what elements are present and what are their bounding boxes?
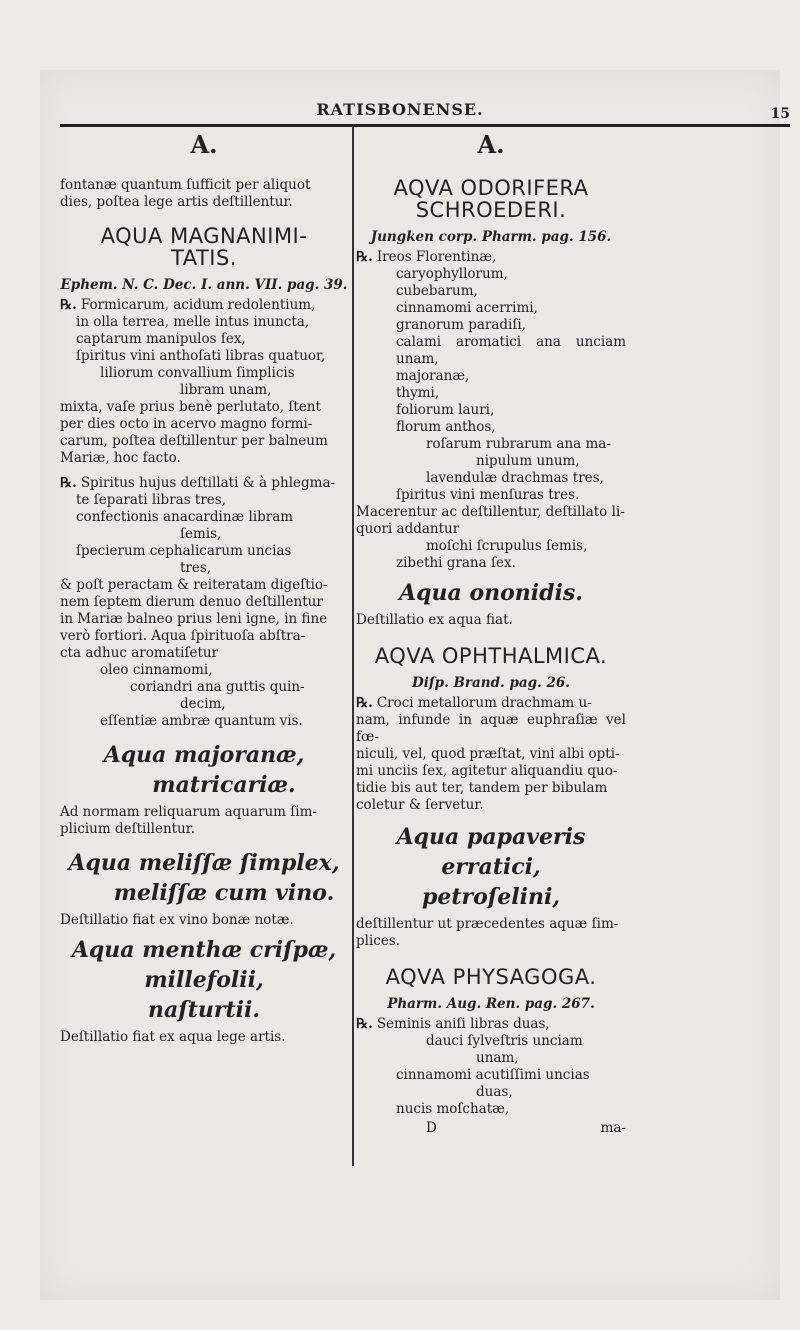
text-line: Ad normam reliquarum aquarum ſim- [60, 804, 317, 820]
title-line: SCHROEDERI. [415, 198, 567, 222]
recipe-line: cinnamomi acerrimi, [396, 300, 538, 316]
recipe-symbol: ℞. [356, 695, 373, 711]
title-line: matricariæ. [152, 772, 296, 798]
title-line: TATIS. [171, 246, 237, 270]
recipe-line: caryophyllorum, [396, 266, 508, 282]
recipe-line: carum, poſtea deſtillentur per balneum [60, 433, 328, 449]
entry-title [60, 935, 348, 1025]
header-rule [60, 124, 790, 127]
recipe-line: calami aromatici ana unciam unam, [396, 334, 626, 367]
source-reference: Jungken corp. Pharm. pag. 156. [370, 229, 612, 245]
section-letter: A. [190, 130, 218, 159]
recipe-line: roſarum rubrarum ana ma- [426, 436, 611, 452]
recipe-line: mi unciis ſex, agitetur aliquandiu quo- [356, 763, 618, 779]
recipe-line: in Mariæ balneo prius leni igne, in fine [60, 611, 328, 627]
recipe-line: Mariæ, hoc facto. [60, 450, 181, 466]
recipe-line: ſpiritus vini menſuras tres. [396, 487, 580, 503]
entry-title [60, 225, 348, 269]
source-reference: Ephem. N. C. Dec. I. ann. VII. pag. 39. [60, 277, 348, 293]
text-line: plicium deſtillentur. [60, 821, 196, 837]
recipe-symbol: ℞. [356, 249, 373, 265]
text-line: plices. [356, 933, 401, 949]
title-line: petroſelini, [422, 884, 560, 910]
recipe-line: oleo cinnamomi, [100, 662, 213, 678]
recipe-line: granorum paradiſi, [396, 317, 526, 333]
recipe-line: captarum manipulos ſex, [76, 331, 246, 347]
recipe-line: tres, [180, 560, 212, 576]
recipe-line: decim, [180, 696, 226, 712]
recipe-line: foliorum lauri, [396, 402, 495, 418]
page-footer [356, 1120, 626, 1136]
recipe-text: Spiritus hujus deſtillati & à phlegma- [80, 475, 336, 491]
recipe-line: dauci ſylveſtris unciam [426, 1033, 583, 1049]
title-line: naſturtii. [148, 997, 260, 1023]
text-line: Deſtillatio fiat ex aqua lege artis. [60, 1029, 286, 1045]
entry-title: Aqua ononidis. [399, 580, 583, 606]
title-line: millefolii, [144, 967, 264, 993]
recipe-line: niculi, vel, quod præſtat, vini albi opti- [356, 746, 620, 762]
catchword: ma- [600, 1120, 626, 1136]
recipe-line: majoranæ, [396, 368, 470, 384]
recipe-line: ſpecierum cephalicarum uncias [76, 543, 292, 559]
recipe-line: eſſentiæ ambræ quantum vis. [100, 713, 303, 729]
recipe-line: lavendulæ drachmas tres, [426, 470, 604, 486]
section-letter: A. [477, 130, 505, 159]
recipe-line: tidie bis aut ter, tandem per bibulam [356, 780, 608, 796]
right-column [356, 128, 626, 1136]
recipe-line: quori addantur [356, 521, 460, 537]
title-line: Aqua papaveris erratici, [396, 824, 586, 880]
recipe-line: ſemis, [180, 526, 222, 542]
entry-title [60, 740, 348, 800]
recipe-line: cta adhuc aromatiſetur [60, 645, 219, 661]
text-line: deſtillentur ut præcedentes aquæ ſim- [356, 916, 619, 932]
source-reference: Pharm. Aug. Ren. pag. 267. [387, 996, 595, 1012]
entry-title: AQVA PHYSAGOGA. [385, 965, 597, 989]
recipe-line: mixta, vaſe prius benè perlutato, ſtent [60, 399, 321, 415]
entry-title [356, 822, 626, 912]
recipe-line: cinnamomi acutiſſimi uncias [396, 1067, 590, 1083]
column-divider [352, 126, 354, 1166]
recipe-line: duas, [476, 1084, 513, 1100]
recipe-line: florum anthos, [396, 419, 496, 435]
recipe-line: liliorum convallium ſimplicis [100, 365, 295, 381]
entry-title [356, 177, 626, 221]
source-reference: Diſp. Brand. pag. 26. [412, 675, 570, 691]
title-line: Aqua menthæ criſpæ, [71, 937, 337, 963]
left-column [60, 128, 348, 1046]
recipe-line: in olla terrea, melle intus inuncta, [76, 314, 310, 330]
recipe-line: cubebarum, [396, 283, 478, 299]
entry-title [60, 848, 348, 908]
recipe-line: moſchi ſcrupulus ſemis, [426, 538, 588, 554]
recipe-line: nucis moſchatæ, [396, 1101, 510, 1117]
entry-title: AQVA OPHTHALMICA. [374, 644, 608, 668]
recipe-line: Macerentur ac deſtillentur, deſtillato li- [356, 504, 625, 520]
recipe-line: zibethi grana ſex. [396, 555, 516, 571]
title-line: meliſſæ cum vino. [113, 880, 335, 906]
recipe-line: te ſeparati libras tres, [76, 492, 227, 508]
running-title: RATISBONENSE. [316, 100, 484, 119]
recipe-symbol: ℞. [356, 1016, 373, 1032]
recipe-line: ſpiritus vini anthoſati libras quatuor, [76, 348, 326, 364]
title-line: AQVA ODORIFERA [393, 176, 589, 200]
recipe-line: thymi, [396, 385, 440, 401]
recipe-symbol: ℞. [60, 297, 77, 313]
text-line: Deſtillatio ex aqua fiat. [356, 612, 513, 628]
recipe-line: confectionis anacardinæ libram [76, 509, 294, 525]
recipe-line [356, 695, 626, 712]
recipe-symbol: ℞. [60, 475, 77, 491]
text-line: Deſtillatio fiat ex vino bonæ notæ. [60, 912, 294, 928]
signature-mark: D [426, 1120, 437, 1136]
recipe-text: Formicarum, acidum redolentium, [80, 297, 316, 313]
title-line: AQUA MAGNANIMI- [100, 224, 308, 248]
recipe-text: Ireos Florentinæ, [376, 249, 497, 265]
text-line: dies, poſtea lege artis deſtillentur. [60, 194, 293, 210]
title-line: Aqua majoranæ, [103, 742, 305, 768]
title-line: Aqua meliſſæ ſimplex, [68, 850, 340, 876]
recipe-line: unam, [476, 1050, 519, 1066]
recipe-line: verò fortiori. Aqua ſpirituoſa abſtra- [60, 628, 306, 644]
recipe-line: nem ſeptem dierum denuo deſtillentur [60, 594, 323, 610]
recipe-line: nipulum unum, [476, 453, 580, 469]
recipe-line [356, 1016, 626, 1033]
text-line: fontanæ quantum ſufficit per aliquot [60, 177, 311, 193]
recipe-line: per dies octo in acervo magno formi- [60, 416, 313, 432]
recipe-line: coriandri ana guttis quin- [130, 679, 305, 695]
recipe-line: & poſt peractam & reiteratam digeſtio- [60, 577, 328, 593]
recipe-line [356, 249, 626, 266]
recipe-line [60, 475, 348, 492]
recipe-line: libram unam, [180, 382, 272, 398]
recipe-line: coletur & ſervetur. [356, 797, 484, 813]
recipe-text: Seminis aniſi libras duas, [376, 1016, 550, 1032]
recipe-text: Croci metallorum drachmam u- [376, 695, 592, 711]
recipe-line: nam, infunde in aquæ euphraſiæ vel fœ- [356, 712, 626, 745]
page-number: 15 [770, 106, 790, 122]
recipe-line [60, 297, 348, 314]
